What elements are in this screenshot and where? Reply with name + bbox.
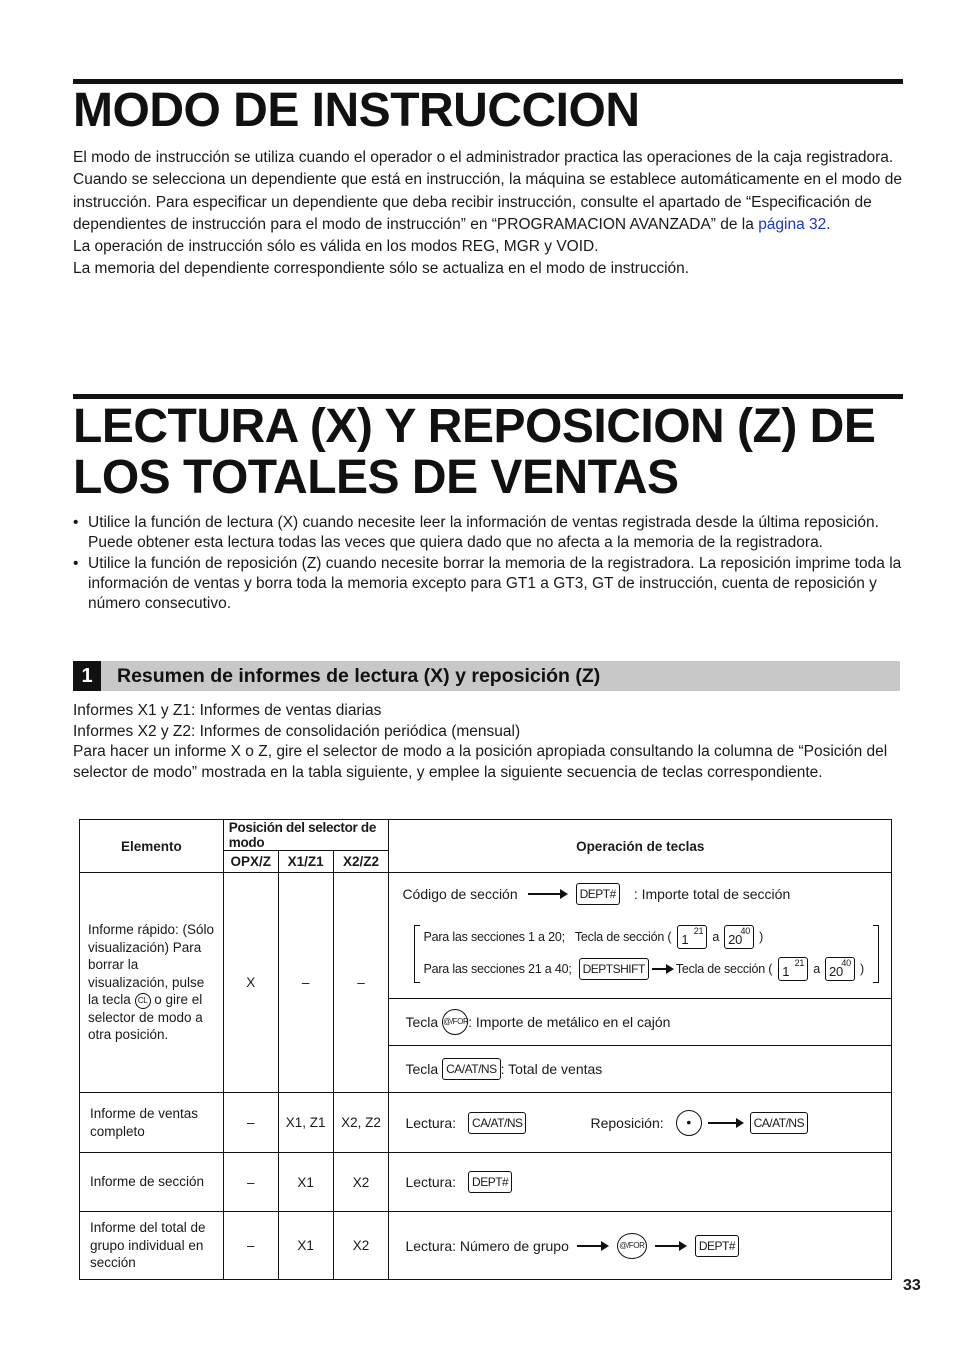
- close-paren: ): [759, 930, 764, 944]
- key-20-icon: [825, 957, 855, 981]
- instruction-p2-end: .: [826, 215, 831, 233]
- report-table: [79, 819, 892, 1280]
- title-rule-2: [73, 394, 903, 399]
- section-title-line2: LOS TOTALES DE VENTAS: [73, 451, 679, 504]
- sections-21-40-label: Para las secciones 21 a 40;: [423, 962, 572, 976]
- row1-x1z1: –: [278, 873, 333, 1093]
- element-quick-report: [80, 873, 224, 1093]
- row1-x2z2: –: [333, 873, 389, 1093]
- instruction-p4: La memoria del dependiente correspondiente sólo se actualiza en el modo de instrucción.: [73, 260, 690, 278]
- instruction-paragraph: [73, 147, 903, 281]
- ca-at-ns-key-icon: CA/AT/NS: [468, 1112, 526, 1134]
- row2-opxz: –: [223, 1093, 278, 1153]
- dept-key-icon: DEPT#: [576, 883, 620, 905]
- bullet-item: [73, 513, 903, 554]
- for-key-icon: @/FOR: [617, 1233, 647, 1259]
- element-section-report: Informe de sección: [80, 1153, 224, 1212]
- section-key-text: Tecla de sección (: [574, 930, 672, 944]
- row3-opxz: –: [223, 1153, 278, 1212]
- key-1-sup: 21: [693, 926, 704, 936]
- key-20-num: 20: [728, 932, 743, 947]
- header-key-operation: Operación de teclas: [389, 820, 892, 873]
- key-1-icon: [677, 925, 707, 949]
- section-code-label: Código de sección: [402, 886, 518, 902]
- header-element: Elemento: [80, 820, 224, 873]
- group-number-label: Lectura: Número de grupo: [405, 1237, 569, 1254]
- key-1-num: 1: [681, 932, 689, 947]
- row2-x2z2: X2, Z2: [333, 1093, 389, 1153]
- subsection-number: 1: [73, 661, 101, 691]
- row1-opxz: X: [223, 873, 278, 1093]
- subsection-line: Para hacer un informe X o Z, gire el selector de modo a la posición apropiada consultando la columna de “Posición del selector de modo” mostrada en la tabla siguiente, y emplee la siguiente secuencia de teclas correspondiente.: [73, 743, 888, 781]
- deptshift-key-icon: DEPTSHIFT: [579, 958, 649, 980]
- for-key-icon: @/FOR: [442, 1009, 468, 1035]
- key-20-num: 20: [829, 964, 844, 979]
- row3-x1z1: X1: [278, 1153, 333, 1212]
- row4-op: [389, 1212, 892, 1280]
- subsection-header: [73, 661, 900, 691]
- key-1-num: 1: [782, 964, 790, 979]
- bullet-text: Utilice la función de reposición (Z) cuando necesite borrar la memoria de la registradora. La reposición imprime toda la información de ventas y borra toda la memoria excepto para GT1 a GT3, GT de instrucción, cuenta de reposición y número consecutivo.: [88, 554, 902, 613]
- row4-x2z2: X2: [333, 1212, 389, 1280]
- header-opxz: OPX/Z: [223, 851, 278, 873]
- header-x2z2: X2/Z2: [333, 851, 389, 873]
- bullet-dot: •: [73, 514, 79, 531]
- a-text: a: [813, 962, 820, 976]
- bullet-dot: •: [73, 554, 79, 572]
- bracket-right: [873, 925, 879, 983]
- reset-label: Reposición:: [590, 1114, 664, 1131]
- arrow-icon: [655, 1245, 685, 1247]
- bullet-item: [73, 554, 903, 615]
- subsection-title: Resumen de informes de lectura (X) y reposición (Z): [117, 665, 601, 687]
- dept-key-icon: DEPT#: [468, 1171, 512, 1193]
- section-total-text: : Importe total de sección: [633, 886, 791, 902]
- tecla-label: Tecla: [405, 1014, 439, 1030]
- page-number: 33: [903, 1277, 921, 1294]
- instruction-p2: [73, 169, 903, 236]
- subsection-text: [73, 701, 903, 783]
- header-mode-position: Posición del selector de modo: [223, 820, 389, 851]
- cl-key-icon: CL: [135, 993, 151, 1009]
- key-1-sup: 21: [794, 958, 805, 968]
- sales-total-text: : Total de ventas: [500, 1061, 603, 1077]
- page-32-link[interactable]: página 32: [758, 215, 827, 233]
- arrow-icon: [528, 893, 566, 895]
- section-title-line1: LECTURA (X) Y REPOSICION (Z) DE: [73, 400, 876, 453]
- dept-key-icon: DEPT#: [695, 1235, 739, 1257]
- cash-in-drawer-text: : Importe de metálico en el cajón: [468, 1014, 671, 1030]
- key-20-sup: 40: [740, 926, 751, 936]
- key-20-sup: 40: [841, 958, 851, 968]
- row4-x1z1: X1: [278, 1212, 333, 1280]
- element-group-total-report: Informe del total de grupo individual en sección: [80, 1212, 224, 1280]
- bullet-list: [73, 513, 903, 614]
- row3-op: [389, 1153, 892, 1212]
- ca-at-ns-key-icon: CA/AT/NS: [442, 1058, 500, 1080]
- key-20-icon: [724, 925, 754, 949]
- read-label: Lectura:: [405, 1114, 457, 1131]
- subsection-line: Informes X1 y Z1: Informes de ventas diarias: [73, 702, 382, 719]
- bracket-left: [414, 925, 420, 983]
- row1-op-cash-in-drawer: [389, 999, 892, 1046]
- element-quick-report-text: Informe rápido: (Sólo visualización) Para borrar la visualización, pulse la tecla: [88, 922, 215, 1008]
- key-1-icon: [778, 957, 808, 981]
- row4-opxz: –: [223, 1212, 278, 1280]
- a-text: a: [712, 930, 720, 944]
- header-x1z1: X1/Z1: [278, 851, 333, 873]
- instruction-p2-text: Cuando se selecciona un dependiente que está en instrucción, la máquina se establece automáticamente en el modo de instrucción. Para especificar un dependiente que deba recibir instrucción, consulte el apartado de “Especificación de dependientes de instrucción para el modo de instrucción” en “PROGRAMACION AVANZADA” de la: [73, 171, 902, 233]
- row1-op-section-code: [389, 873, 892, 999]
- element-full-sales-report: Informe de ventas completo: [80, 1093, 224, 1153]
- arrow-icon: [708, 1122, 742, 1124]
- ca-at-ns-key-icon: CA/AT/NS: [750, 1112, 808, 1134]
- arrow-icon: [577, 1245, 607, 1247]
- row2-x1z1: X1, Z1: [278, 1093, 333, 1153]
- section-title-instruction: MODO DE INSTRUCCION: [73, 84, 640, 137]
- row1-op-sales-total: [389, 1046, 892, 1093]
- tecla-label: Tecla: [405, 1061, 439, 1077]
- row3-x2z2: X2: [333, 1153, 389, 1212]
- element-quick-report-text2: o gire el selector de modo a otra posición.: [88, 992, 203, 1043]
- sections-1-20-label: Para las secciones 1 a 20;: [423, 930, 565, 944]
- bullet-text: Utilice la función de lectura (X) cuando necesite leer la información de ventas registrada desde la última reposición. Puede obtener esta lectura todas las veces que quiera dado que no afecta a la memoria de la registradora.: [88, 514, 879, 552]
- instruction-p3: La operación de instrucción sólo es válida en los modos REG, MGR y VOID.: [73, 238, 599, 256]
- subsection-line: Informes X2 y Z2: Informes de consolidación periódica (mensual): [73, 722, 521, 740]
- section-key-text: Tecla de sección (: [675, 962, 773, 976]
- row2-op: [389, 1093, 892, 1153]
- arrow-icon: [652, 968, 672, 970]
- instruction-p1: El modo de instrucción se utiliza cuando el operador o el administrador practica las operaciones de la caja registradora.: [73, 149, 894, 166]
- section-title-reading: [73, 401, 875, 503]
- dot-key-icon: •: [676, 1110, 702, 1136]
- close-paren: ): [860, 962, 864, 976]
- read-label: Lectura:: [405, 1174, 457, 1190]
